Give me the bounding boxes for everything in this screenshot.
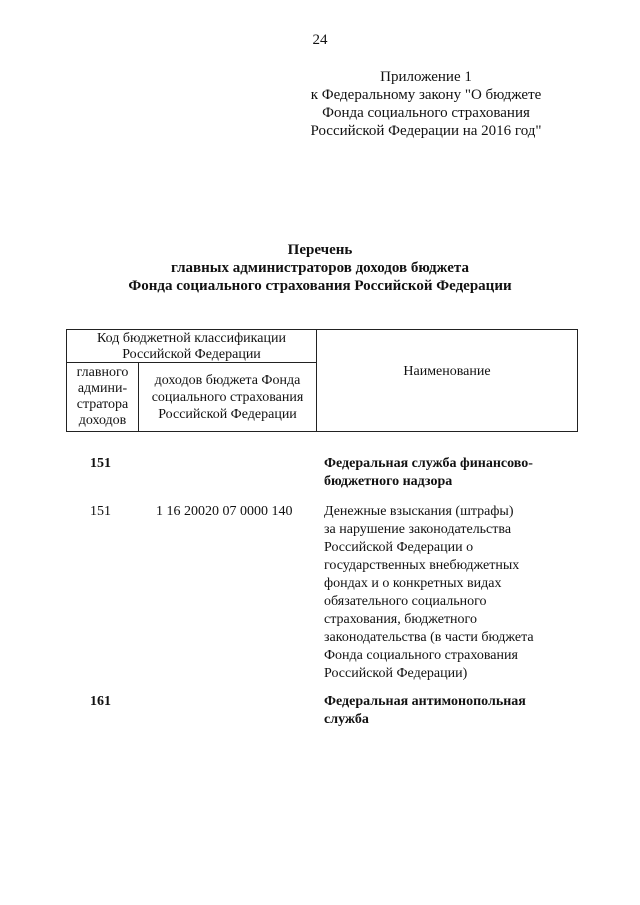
header-text: социального страхования (151, 390, 304, 405)
income-code: 1 16 20020 07 0000 140 (156, 504, 293, 519)
name-line: Федеральная служба финансово- (324, 456, 533, 471)
name-line: фондах и о конкретных видах (324, 576, 502, 591)
row-name (324, 455, 584, 491)
page-number: 24 (312, 32, 328, 48)
name-line: Фонда социального страхования (324, 648, 518, 663)
appendix-line: Российской Федерации на 2016 год" (310, 123, 542, 139)
appendix-line: Приложение 1 (380, 69, 472, 85)
admin-code: 161 (90, 694, 111, 709)
name-line: Денежные взыскания (штрафы) (324, 504, 514, 519)
row-name (324, 693, 584, 729)
header-text: стратора (76, 397, 129, 412)
name-line: Российской Федерации) (324, 666, 468, 681)
name-line: законодательства (в части бюджета (324, 630, 534, 645)
name-line: за нарушение законодательства (324, 522, 512, 537)
row-name (324, 503, 584, 683)
appendix-note (276, 68, 576, 140)
name-line: государственных внебюджетных (324, 558, 520, 573)
header-col-admin (67, 363, 139, 431)
admin-code: 151 (90, 456, 111, 471)
table-header (66, 329, 578, 432)
header-text: админи- (77, 381, 128, 396)
admin-code: 151 (90, 504, 111, 519)
title-line: Перечень (287, 242, 353, 258)
appendix-line: Фонда социального страхования (322, 105, 530, 121)
name-line: обязательного социального (324, 594, 487, 609)
header-text: Российской Федерации (158, 407, 297, 422)
appendix-line: к Федеральному закону "О бюджете (310, 87, 542, 103)
title-line: Фонда социального страхования Российской Федерации (128, 278, 512, 294)
title-line: главных администраторов доходов бюджета (171, 260, 469, 276)
name-line: страхования, бюджетного (324, 612, 477, 627)
header-text: Российской Федерации (122, 347, 261, 362)
header-group-classification (67, 330, 317, 363)
name-line: бюджетного надзора (324, 474, 453, 489)
name-line: Федеральная антимонопольная (324, 694, 526, 709)
header-col-income (139, 363, 317, 431)
header-text: доходов бюджета Фонда (154, 373, 301, 388)
document-title (0, 241, 640, 295)
header-text: Код бюджетной классификации (97, 331, 286, 346)
header-text: главного (76, 365, 129, 380)
header-col-name: Наименование (403, 364, 491, 379)
name-line: служба (324, 712, 369, 727)
header-text: доходов (78, 413, 127, 428)
name-line: Российской Федерации о (324, 540, 474, 555)
